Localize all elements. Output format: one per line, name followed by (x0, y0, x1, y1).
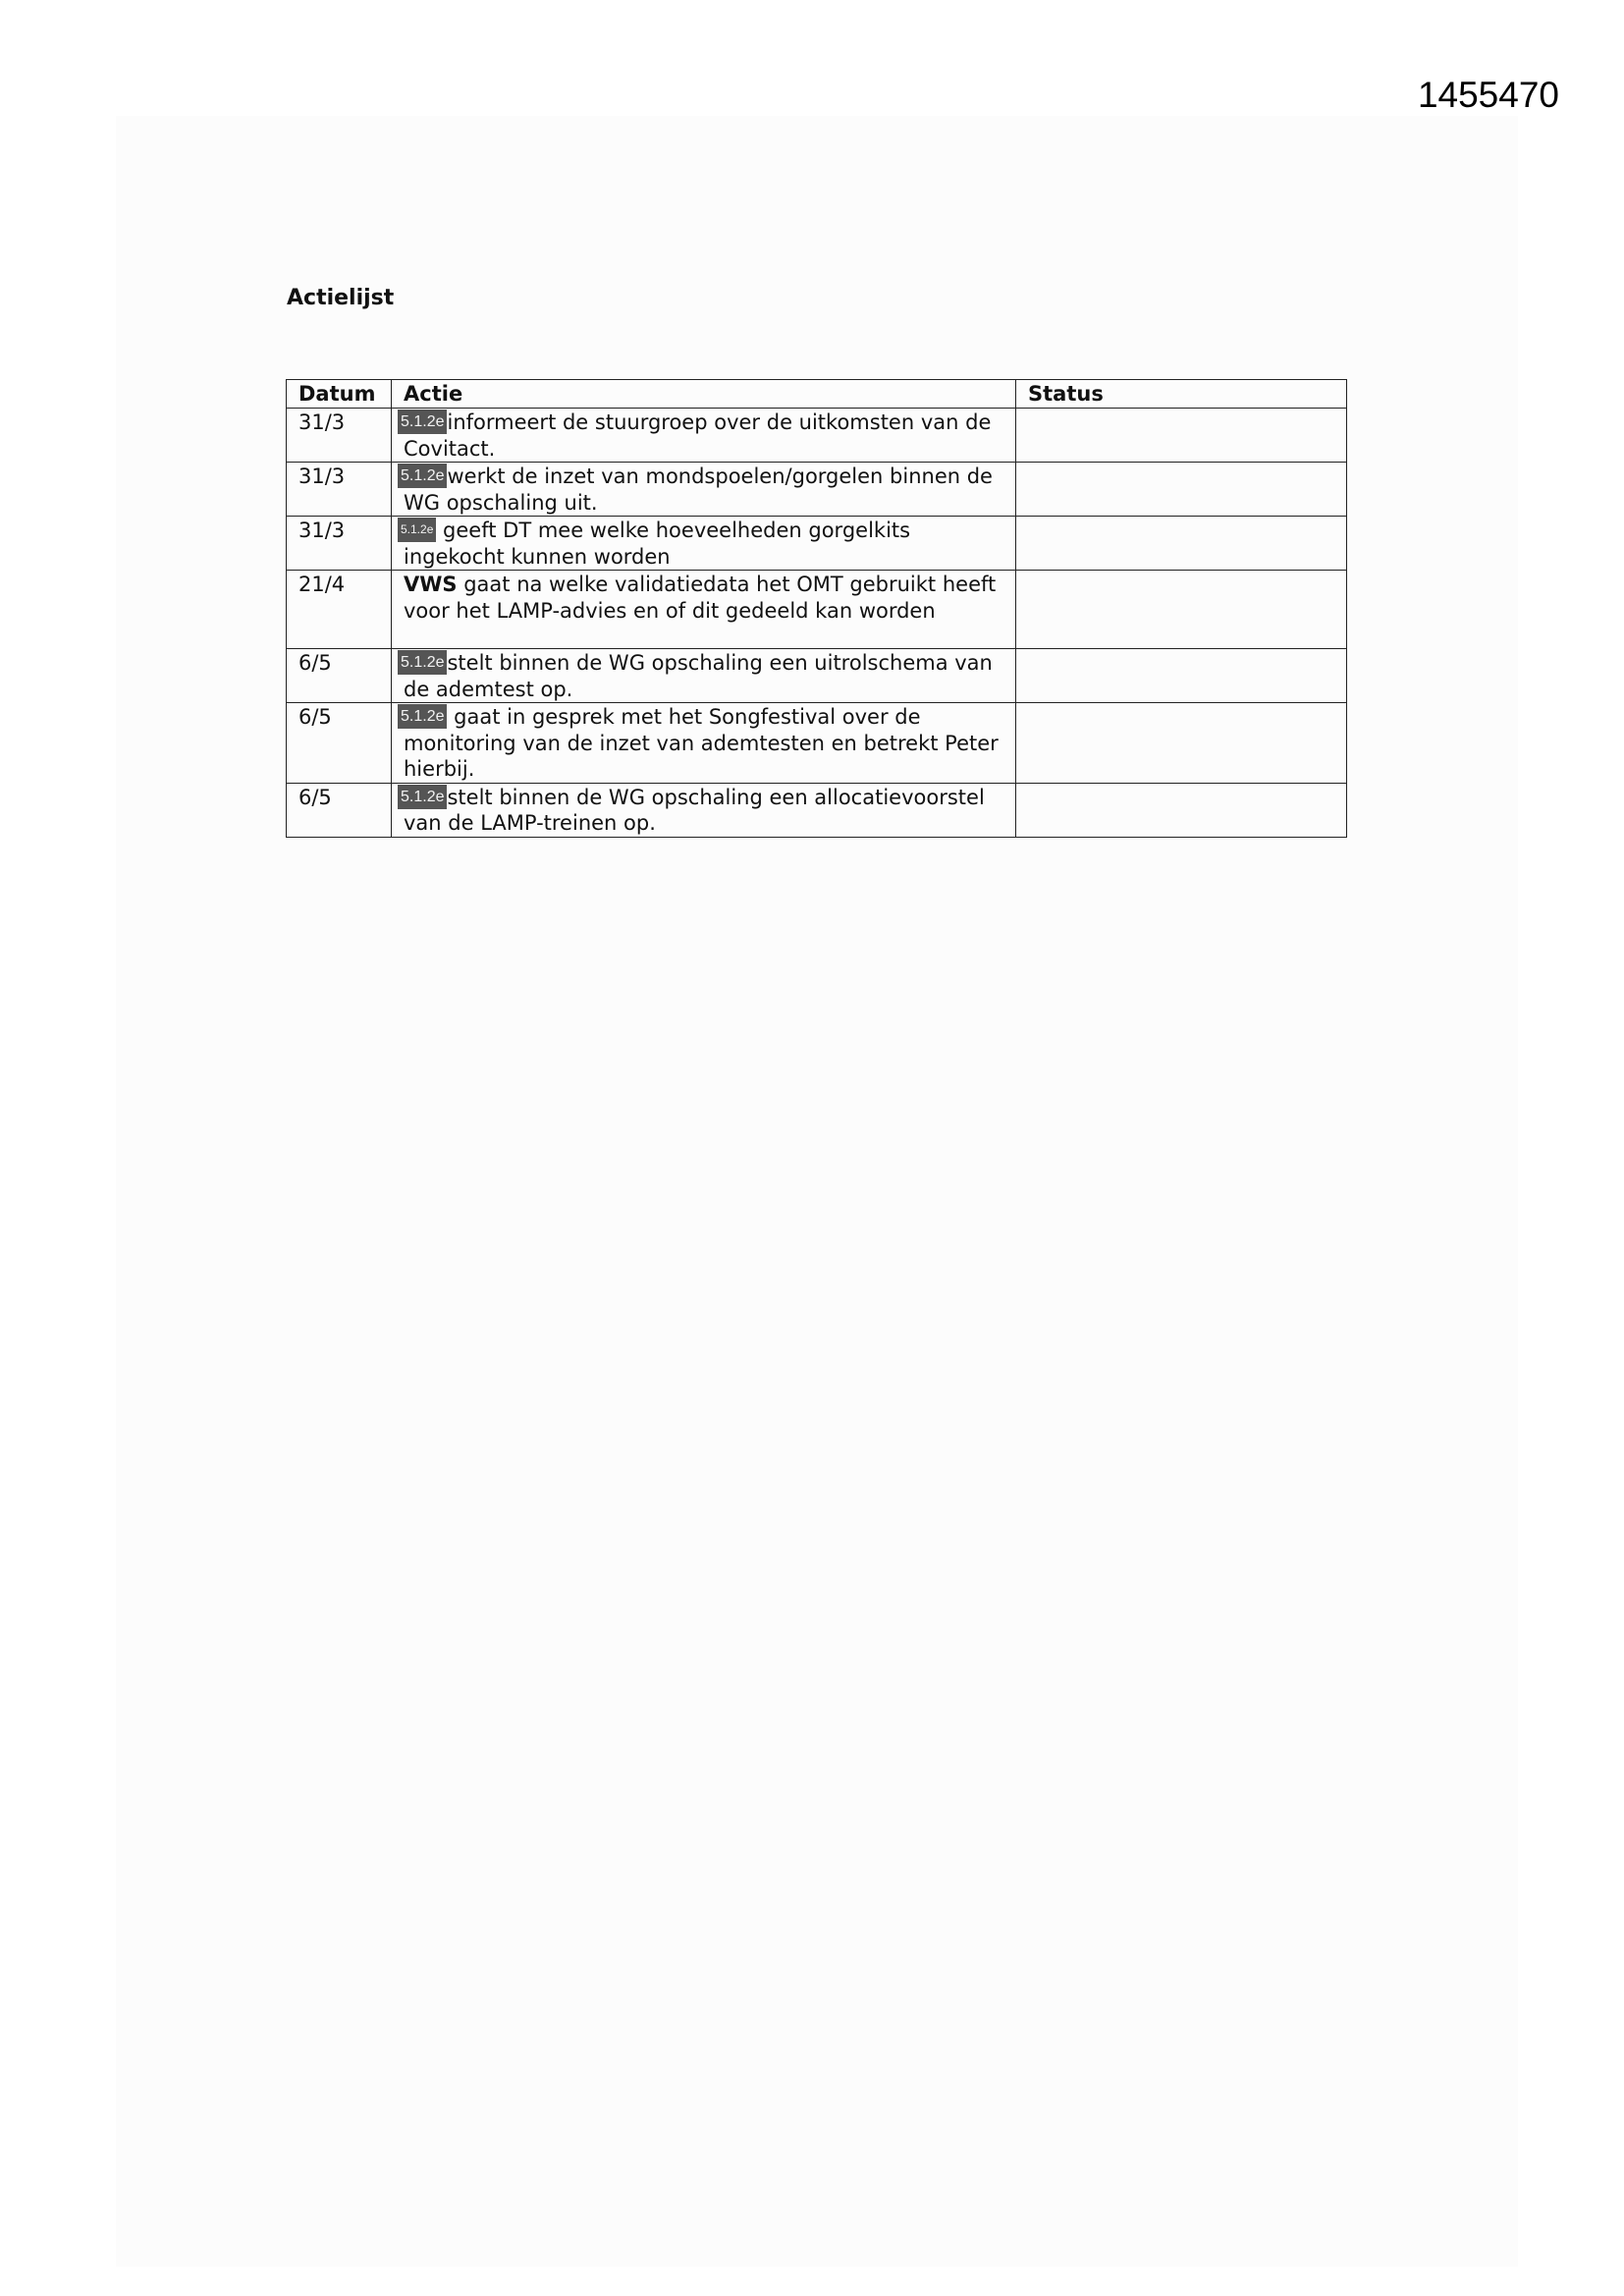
cell-status (1016, 703, 1347, 784)
action-text: gaat in gesprek met het Songfestival over de monitoring van de inzet van ademtesten en betrekt Peter hierbij. (404, 705, 999, 781)
redaction-box: 5.1.2e (398, 785, 447, 809)
cell-actie (392, 409, 1016, 463)
table-row (287, 409, 1347, 463)
cell-actie (392, 571, 1016, 649)
cell-datum: 31/3 (287, 409, 392, 463)
cell-datum: 31/3 (287, 463, 392, 517)
cell-actie (392, 703, 1016, 784)
cell-status (1016, 649, 1347, 703)
redaction-box: 5.1.2e (398, 518, 436, 542)
cell-datum: 21/4 (287, 571, 392, 649)
redaction-box: 5.1.2e (398, 704, 447, 729)
document-number: 1455470 (1417, 75, 1559, 115)
action-text: geeft DT mee welke hoeveelheden gorgelkits ingekocht kunnen worden (404, 519, 911, 569)
cell-status (1016, 783, 1347, 837)
cell-actie (392, 517, 1016, 571)
action-text: gaat na welke validatiedata het OMT gebruikt heeft voor het LAMP-advies en of dit gedeeld kan worden (404, 573, 997, 623)
cell-status (1016, 517, 1347, 571)
cell-status (1016, 463, 1347, 517)
action-text: stelt binnen de WG opschaling een uitrolschema van de ademtest op. (404, 651, 993, 701)
column-header-status: Status (1016, 380, 1347, 409)
action-text: informeert de stuurgroep over de uitkomsten van de Covitact. (404, 410, 992, 461)
action-text: werkt de inzet van mondspoelen/gorgelen binnen de WG opschaling uit. (404, 465, 993, 515)
column-header-datum: Datum (287, 380, 392, 409)
table-header-row (287, 380, 1347, 409)
cell-datum: 6/5 (287, 783, 392, 837)
cell-actie (392, 649, 1016, 703)
action-text: stelt binnen de WG opschaling een allocatievoorstel van de LAMP-treinen op. (404, 785, 985, 835)
table-row (287, 703, 1347, 784)
table-row (287, 463, 1347, 517)
column-header-actie: Actie (392, 380, 1016, 409)
redaction-box: 5.1.2e (398, 650, 447, 675)
table-row (287, 649, 1347, 703)
table-row (287, 517, 1347, 571)
table-row (287, 571, 1347, 649)
cell-datum: 6/5 (287, 649, 392, 703)
cell-actie (392, 463, 1016, 517)
cell-datum: 31/3 (287, 517, 392, 571)
cell-datum: 6/5 (287, 703, 392, 784)
cell-actie (392, 783, 1016, 837)
redaction-box: 5.1.2e (398, 464, 447, 488)
page-title: Actielijst (287, 286, 395, 310)
cell-status (1016, 571, 1347, 649)
action-table (286, 379, 1347, 838)
action-actor: VWS (404, 573, 458, 596)
cell-status (1016, 409, 1347, 463)
redaction-box: 5.1.2e (398, 410, 447, 434)
table-row (287, 783, 1347, 837)
